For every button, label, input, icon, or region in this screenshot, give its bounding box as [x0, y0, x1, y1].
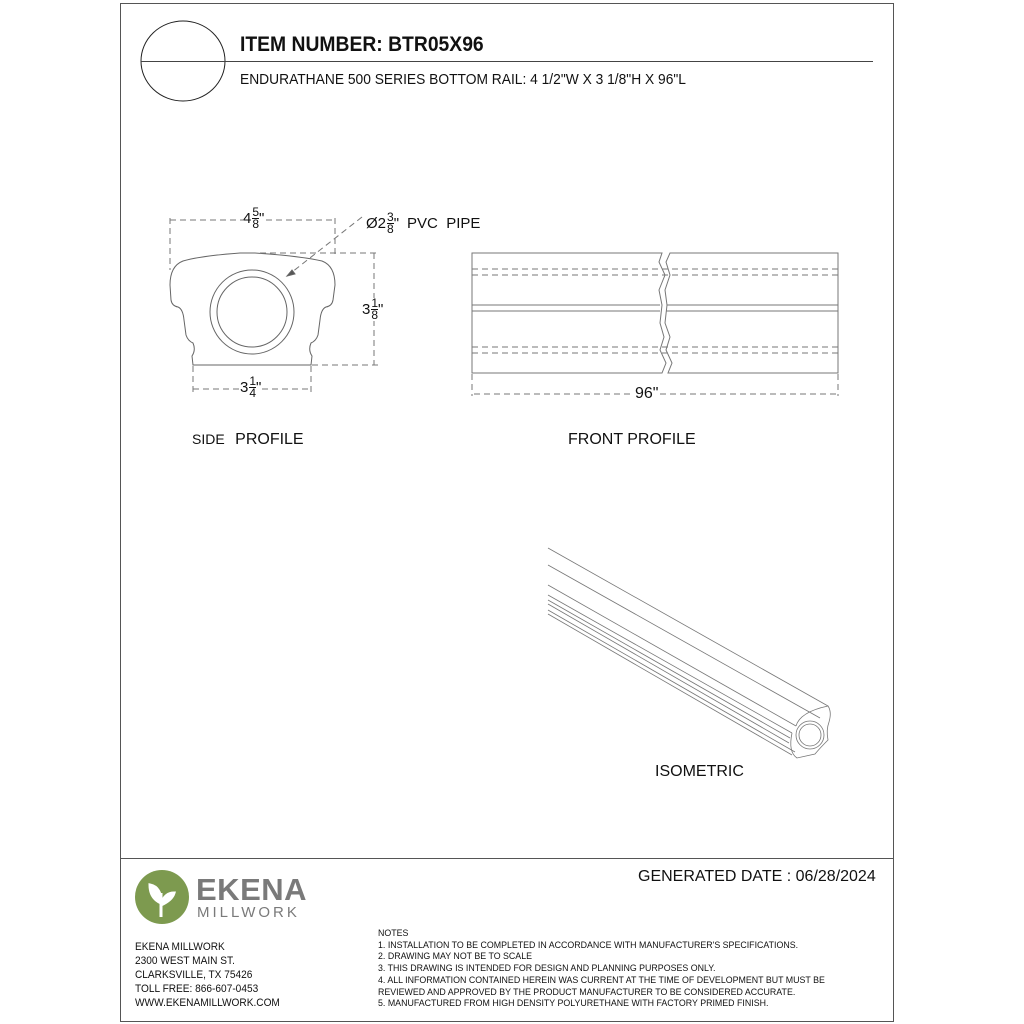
ekena-logo: [135, 870, 189, 924]
length-dimension: 96": [635, 385, 659, 402]
website-link: WWW.EKENAMILLWORK.COM: [135, 997, 280, 1009]
note: 4. ALL INFORMATION CONTAINED HEREIN WAS CURRENT AT THE TIME OF DEVELOPMENT BUT MUST BE: [378, 974, 825, 986]
note: 2. DRAWING MAY NOT BE TO SCALE: [378, 951, 533, 963]
front-profile-label: FRONT PROFILE: [568, 431, 696, 448]
generated-date: GENERATED DATE : 06/28/2024: [638, 868, 876, 885]
bottom-width-dimension: 3 $\frac{1}{4}$ ": [240, 374, 262, 400]
item-number-title: ITEM NUMBER: BTR05X96: [240, 33, 484, 56]
side-profile-label: SIDE PROFILE: [192, 431, 304, 448]
note: 5. MANUFACTURED FROM HIGH DENSITY POLYURETHANE WITH FACTORY PRIMED FINISH.: [378, 998, 769, 1010]
height-dimension: 3 $\frac{1}{8}$ ": [362, 296, 384, 322]
notes-title: NOTES: [378, 928, 409, 939]
top-width-dimension: 4 $\frac{5}{8}$ ": [243, 205, 265, 231]
note: 3. THIS DRAWING IS INTENDED FOR DESIGN AND PLANNING PURPOSES ONLY.: [378, 963, 716, 975]
notes-block: [378, 928, 825, 1010]
logo-subtitle: MILLWORK: [197, 904, 300, 921]
isometric-label: ISOMETRIC: [655, 763, 744, 780]
item-description: ENDURATHANE 500 SERIES BOTTOM RAIL: 4 1/2"W X 3 1/8"H X 96"L: [240, 71, 686, 88]
front-profile-drawing: [472, 253, 838, 396]
note: 1. INSTALLATION TO BE COMPLETED IN ACCORDANCE WITH MANUFACTURER'S SPECIFICATIONS.: [378, 939, 799, 951]
pipe-dimension: Ø2 $\frac{3}{8}$ " PVC PIPE: [366, 210, 481, 236]
logo-name: EKENA: [196, 872, 308, 907]
side-profile-drawing: [170, 217, 378, 393]
isometric-drawing: [548, 548, 830, 758]
company-address: EKENA MILLWORK 2300 WEST MAIN ST. CLARKSVILLE, TX 75426 TOLL FREE: 866-607-0453 WWW.EKENAMILLWORK.COM: [135, 941, 280, 1009]
note: REVIEWED AND APPROVED BY THE PRODUCT MANUFACTURER TO BE CONSIDERED ACCURATE.: [378, 986, 796, 998]
